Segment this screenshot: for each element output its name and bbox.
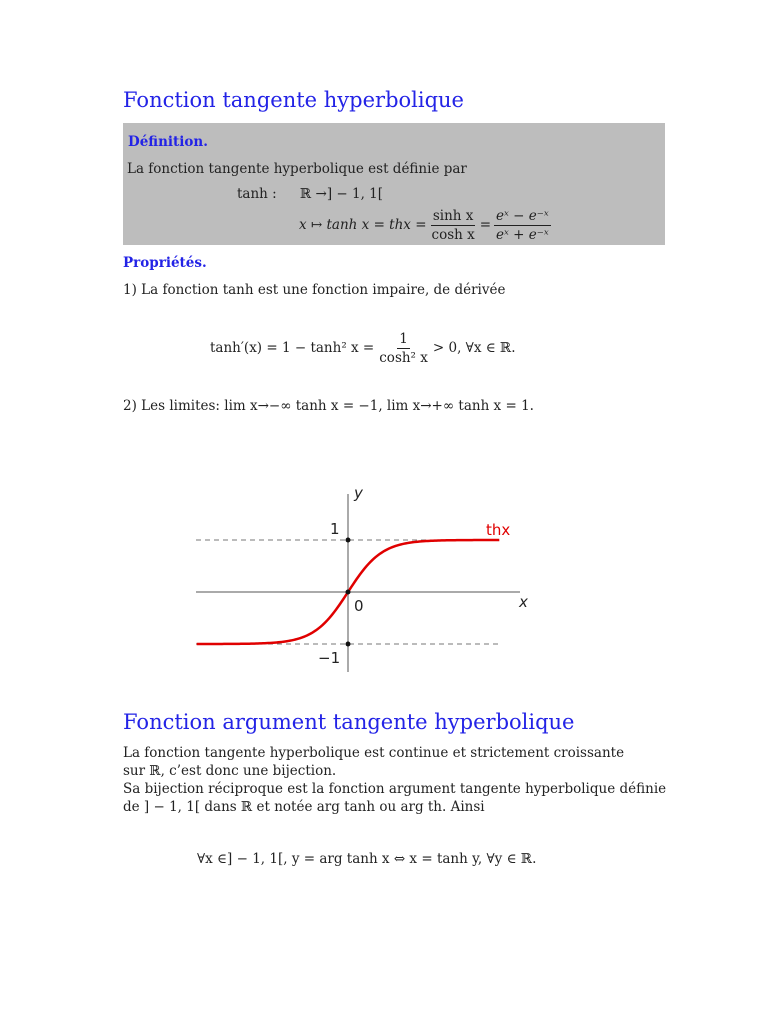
tick-label-minus-1: −1 — [318, 649, 341, 667]
paragraph-line-4: de ] − 1, 1[ dans ℝ et notée arg tanh ou arg th. Ainsi — [123, 799, 485, 815]
deriv-lhs: tanh′(x) = 1 − tanh² x = — [210, 340, 375, 356]
map-name: tanh : — [237, 186, 277, 202]
property-1: 1) La fonction tanh est une fonction impaire, de dérivée — [123, 282, 506, 298]
section-title-argtanh: Fonction argument tangente hyperbolique — [123, 710, 575, 734]
property-2-limits: 2) Les limites: lim x→−∞ tanh x = −1, lim x→+∞ tanh x = 1. — [123, 398, 534, 414]
fraction-derivative — [377, 331, 430, 366]
properties-heading: Propriétés. — [123, 255, 207, 271]
map-domain: ℝ →] − 1, 1[ — [300, 186, 384, 202]
definition-heading: Définition. — [128, 134, 208, 150]
frac1-denominator: cosh x — [431, 226, 475, 243]
x-axis-label: x — [519, 593, 528, 611]
frac2-numerator: eˣ − e⁻ˣ — [496, 207, 549, 224]
paragraph-line-1: La fonction tangente hyperbolique est continue et strictement croissante — [123, 745, 625, 761]
definition-intro: La fonction tangente hyperbolique est définie par — [127, 161, 467, 177]
point-y-1 — [346, 538, 351, 543]
curve-label-thx: thx — [486, 521, 511, 539]
tick-label-1: 1 — [330, 520, 340, 538]
deriv-numerator: 1 — [399, 330, 408, 347]
fraction-exponentials — [494, 208, 551, 243]
deriv-rhs: > 0, ∀x ∈ ℝ. — [432, 340, 516, 356]
point-origin — [346, 590, 351, 595]
frac2-denominator: eˣ + e⁻ˣ — [496, 226, 549, 243]
argtanh-formula: ∀x ∈] − 1, 1[, y = arg tanh x ⇔ x = tanh y, ∀y ∈ ℝ. — [197, 851, 537, 867]
paragraph-line-2: sur ℝ, c’est donc une bijection. — [123, 763, 337, 779]
tanh-graph — [190, 480, 540, 680]
derivative-formula — [210, 328, 516, 368]
y-axis-label: y — [354, 484, 363, 502]
paragraph-line-3: Sa bijection réciproque est la fonction argument tangente hyperbolique définie — [123, 781, 667, 797]
origin-label: 0 — [354, 597, 364, 615]
section-title-tanh: Fonction tangente hyperbolique — [123, 88, 464, 112]
definition-formula — [299, 205, 554, 245]
frac1-numerator: sinh x — [432, 207, 474, 224]
fraction-sinh-cosh — [430, 208, 477, 243]
equals-sign: = — [479, 217, 492, 233]
def-lhs: x ↦ tanh x = thx = — [299, 217, 427, 233]
deriv-denominator: cosh² x — [379, 349, 428, 366]
point-y-minus-1 — [346, 642, 351, 647]
